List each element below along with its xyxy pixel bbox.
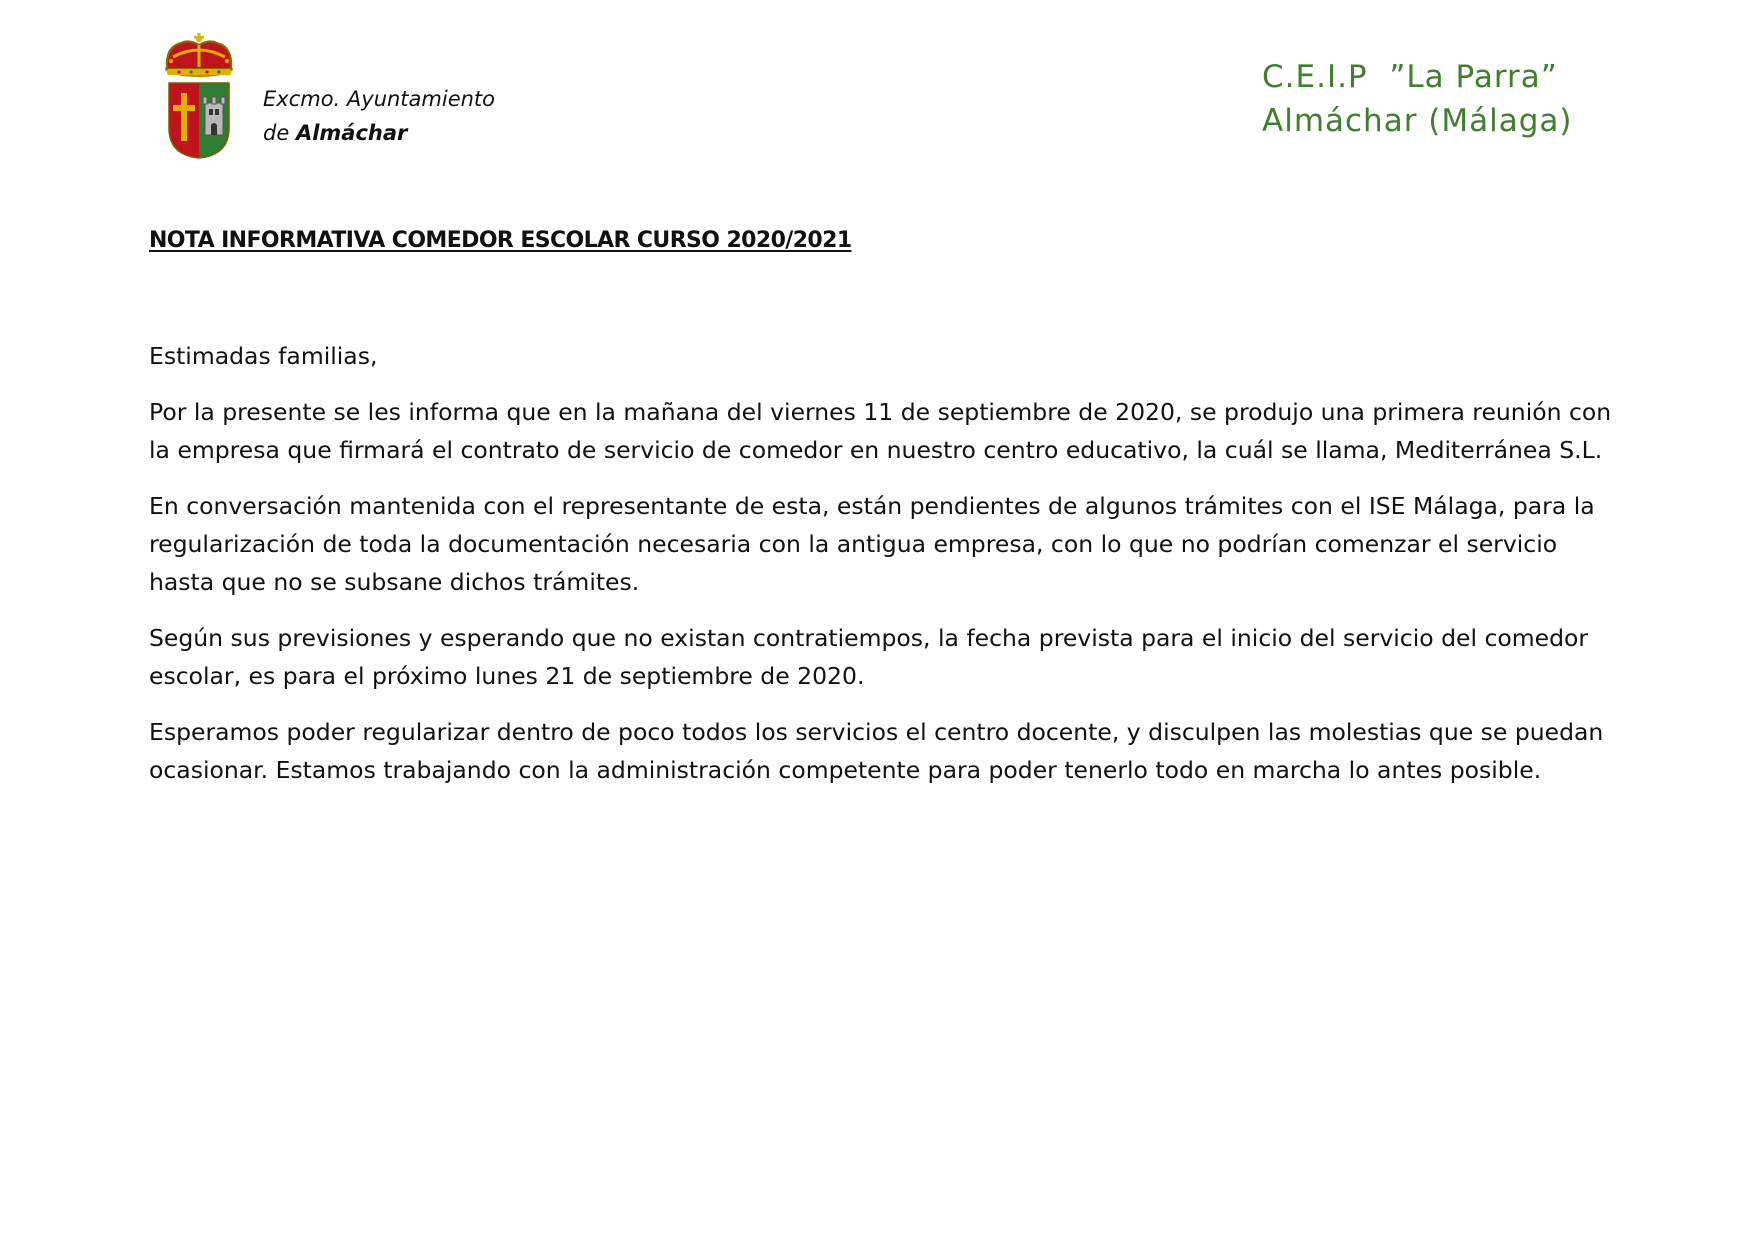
shield-icon [169,83,229,158]
paragraph: Por la presente se les informa que en la mañana del viernes 11 de septiembre de 2020, se produjo una primera reunión con la empresa que firmará el contrato de servicio de comedor en nuestro centro educativo, la cuál se llama, Mediterránea S.L. [149,398,1612,464]
municipality-label [263,82,495,150]
school-name: C.E.I.P ”La Parra” [1262,59,1558,95]
greeting: Estimadas familias, [149,342,378,370]
municipality-line1: Excmo. Ayuntamiento [263,87,496,111]
school-location: Almáchar (Málaga) [1262,103,1573,139]
paragraph: Esperamos poder regularizar dentro de poco todos los servicios el centro docente, y disculpen las molestias que se puedan ocasionar. Estamos trabajando con la administración competente para poder tenerlo todo en marcha lo antes posible. [149,718,1604,784]
document-title: NOTA INFORMATIVA COMEDOR ESCOLAR CURSO 2020/2021 [149,228,852,253]
coat-of-arms-icon [159,33,239,163]
municipality-line2 [263,116,495,150]
crown-icon [165,33,233,77]
municipality-prefix: de [263,121,290,145]
paragraph: En conversación mantenida con el representante de esta, están pendientes de algunos trámites con el ISE Málaga, para la regularización de toda la documentación necesaria con la antigua empresa, con lo que no podrían comenzar el servicio hasta que no se subsane dichos trámites. [149,492,1595,596]
paragraph: Según sus previsiones y esperando que no existan contratiempos, la fecha prevista para el inicio del servicio del comedor escolar, es para el próximo lunes 21 de septiembre de 2020. [149,624,1589,690]
school-heading [1262,55,1573,143]
municipality-name: Almáchar [295,121,408,145]
document-body [149,337,1624,807]
